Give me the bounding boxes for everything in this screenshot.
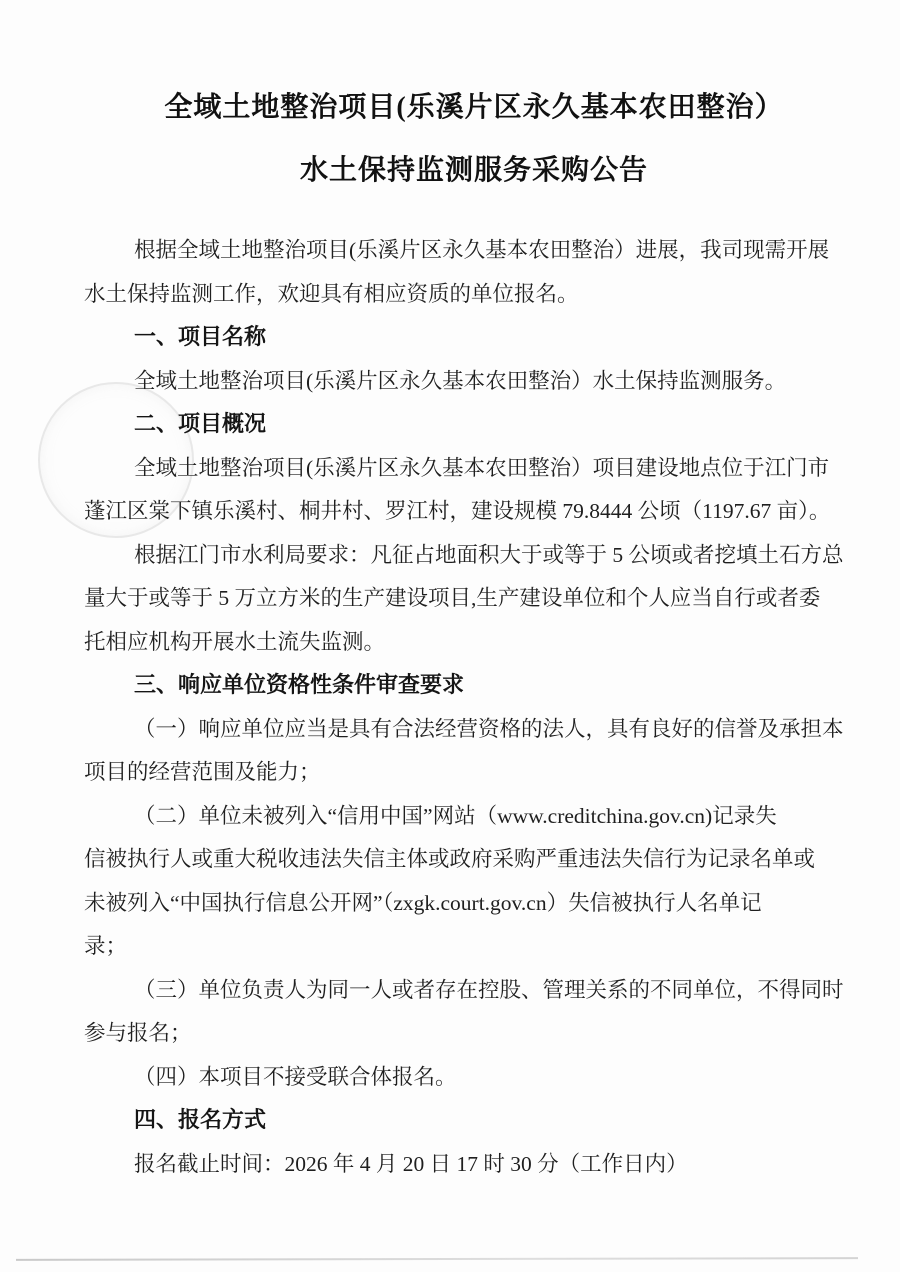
doc-title-line-2: 水土保持监测服务采购公告	[299, 155, 648, 186]
section3-item3-line-2: 参与报名；	[84, 1021, 192, 1045]
section3-item2-line-1: （二）单位未被列入“信用中国”网站（www.creditchina.gov.cn)记录失	[134, 804, 777, 828]
section4-deadline-line: 报名截止时间：2026 年 4 月 20 日 17 时 30 分（工作日内）	[134, 1152, 688, 1176]
heading-section-3: 三、响应单位资格性条件审查要求	[134, 672, 465, 697]
section2-para2-line-1: 根据江门市水利局要求：凡征占地面积大于或等于 5 公顷或者挖填土石方总	[134, 543, 844, 567]
doc-title-line-1: 全域土地整治项目(乐溪片区永久基本农田整治）	[164, 92, 784, 123]
section3-item1-line-1: （一）响应单位应当是具有合法经营资格的法人，具有良好的信誉及承担本	[134, 717, 844, 741]
section2-para2-line-3: 托相应机构开展水土流失监测。	[84, 630, 386, 654]
section3-item4-line: （四）本项目不接受联合体报名。	[134, 1065, 457, 1089]
intro-para-line-1: 根据全域土地整治项目(乐溪片区永久基本农田整治）进展，我司现需开展	[134, 238, 830, 262]
heading-section-2: 二、项目概况	[134, 411, 267, 436]
section3-item2-line-3: 未被列入“中国执行信息公开网”（zxgk.court.gov.cn）失信被执行人名单记	[84, 891, 762, 915]
section3-item3-line-1: （三）单位负责人为同一人或者存在控股、管理关系的不同单位，不得同时	[134, 978, 844, 1002]
section1-body-line: 全域土地整治项目(乐溪片区永久基本农田整治）水土保持监测服务。	[134, 369, 787, 393]
section3-item2-line-2: 信被执行人或重大税收违法失信主体或政府采购严重违法失信行为记录名单或	[84, 847, 816, 871]
section2-para1-line-1: 全域土地整治项目(乐溪片区永久基本农田整治）项目建设地点位于江门市	[134, 456, 830, 480]
heading-section-1: 一、项目名称	[134, 324, 267, 349]
page-bottom-scan-line	[16, 1257, 858, 1261]
section2-para1-line-2: 蓬江区棠下镇乐溪村、桐井村、罗江村，建设规模 79.8444 公顷（1197.67 亩）。	[84, 499, 831, 523]
section2-para2-line-2: 量大于或等于 5 万立方米的生产建设项目,生产建设单位和个人应当自行或者委	[84, 586, 821, 610]
section3-item1-line-2: 项目的经营范围及能力；	[84, 760, 321, 784]
intro-para-line-2: 水土保持监测工作，欢迎具有相应资质的单位报名。	[84, 282, 579, 306]
heading-section-4: 四、报名方式	[134, 1107, 267, 1132]
section3-item2-line-4: 录；	[84, 934, 128, 958]
